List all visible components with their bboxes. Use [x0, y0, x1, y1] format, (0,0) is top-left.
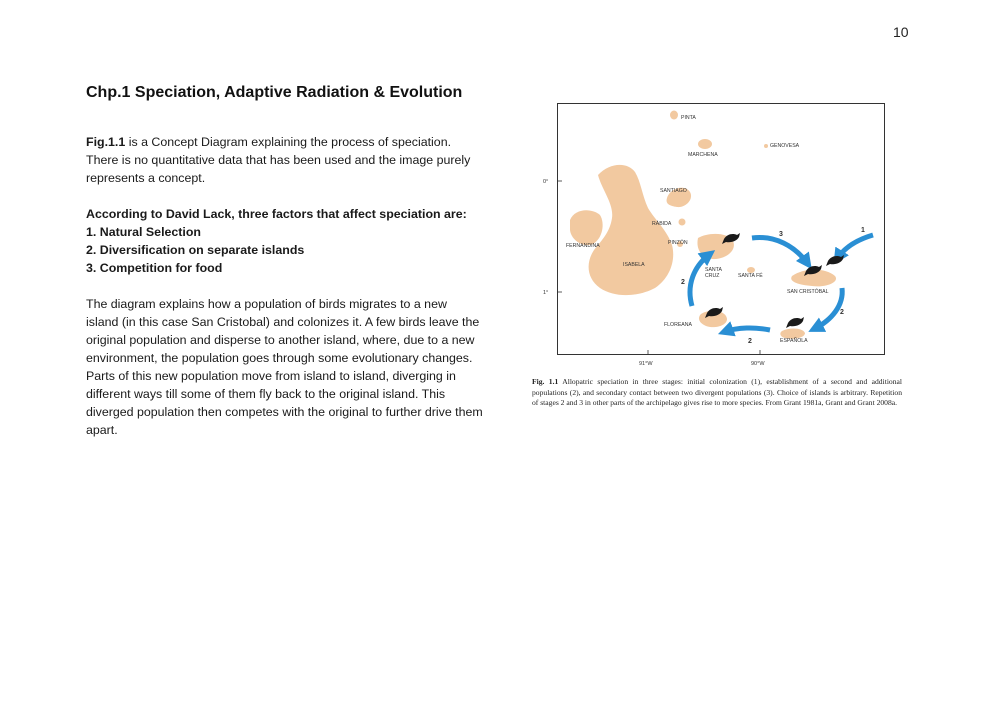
label-isabela: ISABELA	[623, 262, 645, 268]
intro-line-3: represents a concept.	[86, 171, 206, 185]
arrow-stage-3	[752, 238, 808, 264]
island-rabida	[679, 219, 686, 226]
explanation-line: The diagram explains how a population of birds migrates to a new	[86, 297, 447, 311]
island-genovesa	[764, 144, 768, 148]
explanation-line: apart.	[86, 423, 118, 437]
label-pinta: PINTA	[681, 115, 696, 121]
arrow-stage-1	[837, 235, 873, 259]
label-santa-cruz-2: CRUZ	[705, 273, 720, 279]
label-floreana: FLOREANA	[664, 322, 692, 328]
label-santiago: SANTIAGO	[660, 188, 687, 194]
label-fernandina: FERNANDINA	[566, 243, 600, 249]
explanation-line: environment, the population goes through some evolutionary changes.	[86, 351, 473, 365]
lat-label-top: 0°	[543, 179, 549, 185]
galapagos-map	[530, 100, 902, 375]
explanation-line: original population and disperse to another island, where, due to a new	[86, 333, 475, 347]
caption-line: Allopatric speciation in three stages: initial colonization (1), establishment of a second and	[558, 377, 868, 386]
explanation-line: island (in this case San Cristobal) and colonizes it. A few birds leave the	[86, 315, 480, 329]
explanation-line: diverged population then competes with the original to further drive them	[86, 405, 483, 419]
stage-number-2-south: 2	[748, 338, 752, 345]
intro-line-1	[86, 133, 486, 151]
caption-line: of islands is arbitrary. Repetition of stages 2 and 3 in other parts of the archipelago gives rise to	[532, 387, 902, 407]
label-rabida: RÁBIDA	[652, 221, 672, 227]
label-espanola: ESPAÑOLA	[780, 338, 808, 344]
explanation-line: different ways till some of them fly back to the original island. This	[86, 387, 446, 401]
stage-number-1: 1	[861, 227, 865, 234]
island-marchena	[698, 139, 712, 149]
caption-line: additional populations (2), and secondary contact between two divergent populations (3). Choice	[532, 377, 903, 397]
label-santa-cruz-1: SANTA	[705, 267, 722, 273]
intro-line-1-text: is a Concept Diagram explaining the process of speciation.	[125, 135, 452, 149]
arrow-stage-2-south	[724, 328, 770, 332]
stage-number-2-west: 2	[681, 279, 685, 286]
factor-item: 3. Competition for food	[86, 261, 223, 275]
label-pinzon: PINZÓN	[668, 240, 688, 246]
factor-item: 2. Diversification on separate islands	[86, 243, 305, 257]
arrow-stage-2-west	[690, 254, 710, 306]
label-santa-fe: SANTA FÉ	[738, 273, 763, 279]
caption-label: Fig. 1.1	[532, 377, 559, 386]
stage-number-2-east: 2	[840, 309, 844, 316]
island-fernandina	[570, 210, 603, 245]
explanation-line: Parts of this new population move from island to island, diverging in	[86, 369, 456, 383]
page-number: 10	[893, 24, 909, 40]
caption-line: more species. From Grant 1981a, Grant and Grant 2008a.	[722, 398, 898, 407]
lon-label-left: 91°W	[639, 361, 653, 367]
lat-label-bottom: 1°	[543, 290, 549, 296]
body-text	[86, 133, 486, 439]
intro-line-2: There is no quantitative data that has been used and the image purely	[86, 153, 471, 167]
figure-caption	[532, 377, 902, 409]
label-genovesa: GENOVESA	[770, 143, 800, 149]
lon-label-right: 90°W	[751, 361, 765, 367]
fig-reference: Fig.1.1	[86, 135, 126, 149]
label-marchena: MARCHENA	[688, 152, 718, 158]
chapter-title: Chp.1 Speciation, Adaptive Radiation & Evolution	[86, 84, 463, 101]
label-san-cristobal: SAN CRISTÓBAL	[787, 289, 829, 295]
island-pinta	[670, 111, 678, 120]
bird-icon	[786, 317, 804, 328]
stage-number-3: 3	[779, 231, 783, 238]
factor-item: 1. Natural Selection	[86, 225, 201, 239]
factors-heading: According to David Lack, three factors that affect speciation are:	[86, 207, 467, 221]
